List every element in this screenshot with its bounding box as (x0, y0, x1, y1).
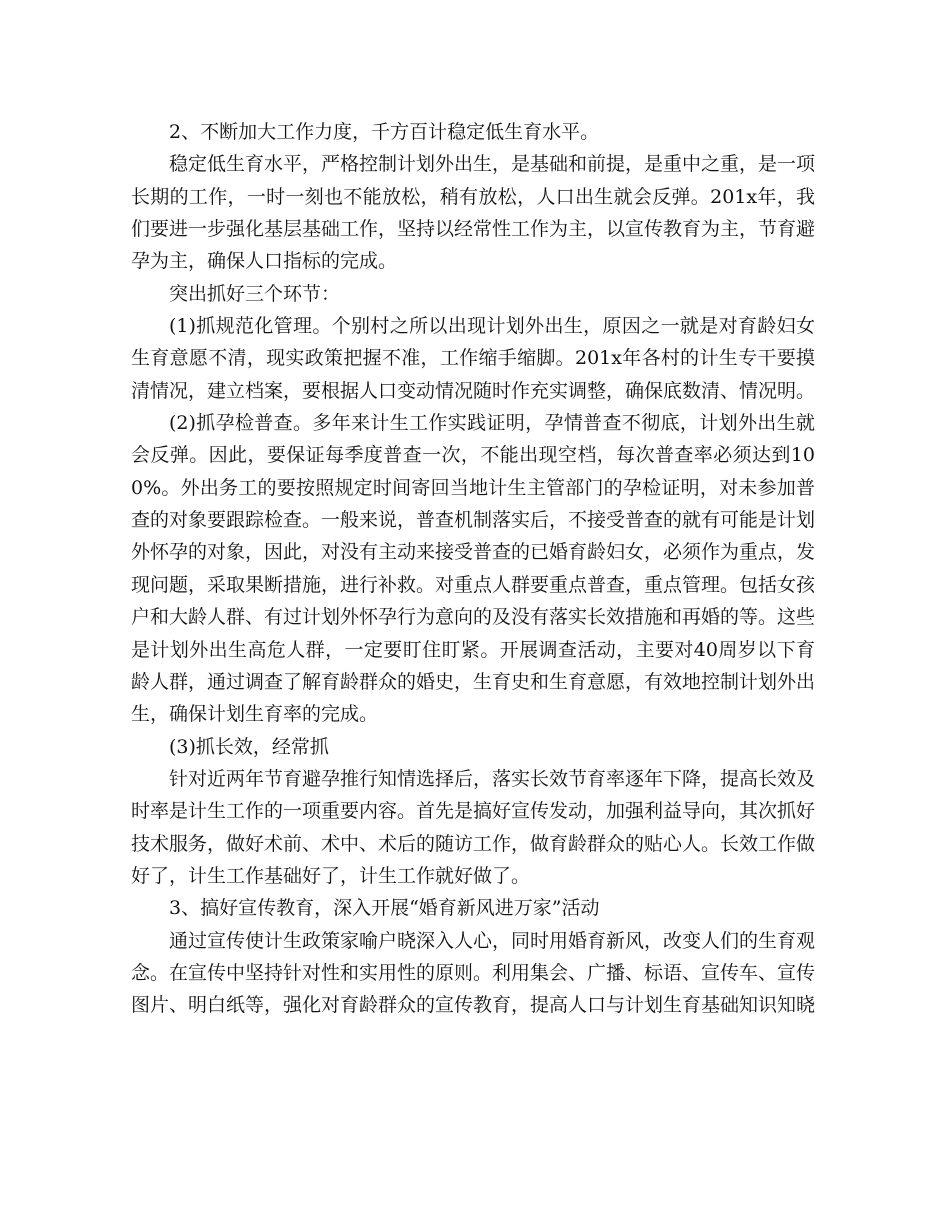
section-heading-2: 2、不断加大工作力度，千方百计稳定低生育水平。 (169, 121, 600, 143)
paragraph-publicity: 通过宣传使计生政策家喻户晓深入人心，同时用婚育新风，改变人们的生育观念。在宣传中坚持针对性和实用性的原则。利用集会、广播、标语、宣传车、宣传图片、明白纸等，强化对育龄群众的宣传教育，提高人口与计划生育基础知识知晓 (131, 929, 816, 1017)
document-body (131, 116, 815, 1022)
paragraph-standardized-management: (1)抓规范化管理。个别村之所以出现计划外出生，原因之一就是对育龄妇女生育意愿不清，现实政策把握不准，工作缩手缩脚。201x年各村的计生专干要摸清情况，建立档案，要根据人口变动情况随时作充实调整，确保底数清、情况明。 (131, 315, 816, 402)
paragraph-long-term-heading: (3)抓长效，经常抓 (169, 735, 329, 758)
paragraph-long-term-measures: 针对近两年节育避孕推行知情选择后，落实长效节育率逐年下降，提高长效及时率是计生工作的一项重要内容。首先是搞好宣传发动，加强利益导向，其次抓好技术服务，做好术前、术中、术后的随访工作，做育龄群众的贴心人。长效工作做好了，计生工作基础好了，计生工作就好做了。 (131, 767, 816, 887)
paragraph-stabilize-fertility: 稳定低生育水平，严格控制计划外出生，是基础和前提，是重中之重，是一项长期的工作，一时一刻也不能放松，稍有放松，人口出生就会反弹。201x年，我们要进一步强化基层基础工作，坚持以经常性工作为主，以宣传教育为主，节育避孕为主，确保人口指标的完成。 (131, 153, 816, 273)
section-heading-3: 3、搞好宣传教育，深入开展“婚育新风进万家”活动 (169, 897, 600, 920)
paragraph-three-links-intro: 突出抓好三个环节： (169, 282, 341, 305)
paragraph-pregnancy-checkup: (2)抓孕检普查。多年来计生工作实践证明，孕情普查不彻底，计划外出生就会反弹。因此，要保证每季度普查一次，不能出现空档，每次普查率必须达到100%。外出务工的要按照规定时间寄回当地计生主管部门的孕检证明，对未参加普查的对象要跟踪检查。一般来说，普查机制落实后，不接受普查的就有可能是计划外怀孕的对象，因此，对没有主动来接受普查的已婚育龄妇女，必须作为重点，发现问题，采取果断措施，进行补救。对重点人群要重点普查，重点管理。包括女孩户和大龄人群、有过计划外怀孕行为意向的及没有落实长效措施和再婚的等。这些是计划外出生高危人群，一定要盯住盯紧。开展调查活动，主要对40周岁以下育龄人群，通过调查了解育龄群众的婚史，生育史和生育意愿，有效地控制计划外出生，确保计划生育率的完成。 (131, 412, 816, 726)
